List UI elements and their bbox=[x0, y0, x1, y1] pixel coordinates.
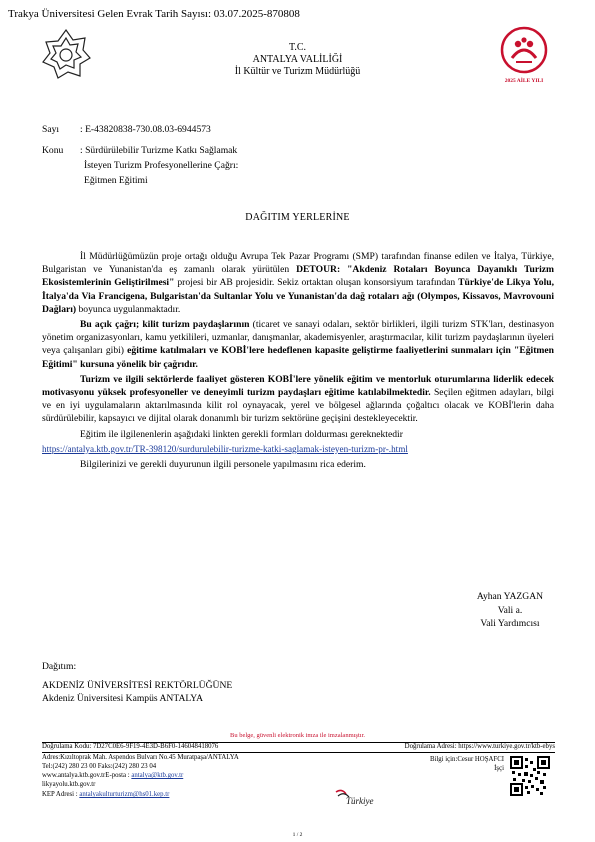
meta-konu-line3: Eğitmen Eğitimi bbox=[84, 175, 148, 186]
p1-text-a: İl Müdürlüğümüzün proje ortağı olduğu Avrupa Tek Pazar Programı (SMP) tarafından finanse edilen ve İtalya, Türkiye, Bulgaristan ve Yunanistan'da eş zamanlı olarak yürütülen bbox=[42, 251, 554, 276]
p2-text-c: eğitime katılmaları ve KOBİ'lere hedeflenen kapasite geliştirme faaliyetlerini sunmaları için "Eğitmen Eğitimi" kursuna yönelik bir çağrıdır. bbox=[42, 345, 554, 370]
info-contact: Bilgi için:Cesur HOŞAFCI bbox=[429, 756, 504, 763]
turkiye-logo-text: Türkiye bbox=[346, 796, 374, 806]
meta-konu-row bbox=[42, 145, 237, 156]
header-directorate: İl Kültür ve Turizm Müdürlüğü bbox=[234, 66, 361, 77]
contact-kep bbox=[42, 791, 169, 800]
distribution-address: Akdeniz Üniversitesi Kampüs ANTALYA bbox=[42, 693, 204, 704]
signature-block bbox=[440, 590, 580, 631]
footer-divider-2 bbox=[42, 752, 555, 753]
p4-text: Eğitim ile ilgilenenlerin aşağıdaki linkten gerekli formları doldurması gereknektedir bbox=[80, 428, 403, 440]
web-text: www.antalya.ktb.gov.trE-posta : bbox=[42, 772, 132, 779]
meta-konu-line1: : Sürdürülebilir Turizme Katkı Sağlamak bbox=[80, 145, 238, 156]
distribution-title: DAĞITIM YERLERİNE bbox=[245, 212, 350, 223]
paragraph-1 bbox=[42, 250, 554, 316]
signer-title2: Vali Yardımcısı bbox=[480, 618, 540, 629]
signer-name: Ayhan YAZGAN bbox=[476, 591, 544, 602]
meta-sayi-label: Sayı bbox=[42, 124, 60, 135]
signer-title1: Vali a. bbox=[497, 604, 523, 616]
p3-text-b: Seçilen eğitmen adayları, bilgi ve en iyi uygulamaların aktarılmasında kilit rol oynayacak, yerel ve bölgesel ağlarında çoğaltıcı olacak ve KOBİ'lerin daha sürdürülebilir, kapsayıcı ve dijital olarak donanımlı bir turizm sektörüne geçişini destekleyecektir. bbox=[42, 387, 554, 425]
meta-sayi-row bbox=[42, 124, 211, 135]
meta-konu-line2: İsteyen Turizm Profesyonellerine Çağrı: bbox=[84, 160, 239, 171]
kep-link[interactable]: antalyakulturturizm@hs01.kep.tr bbox=[79, 791, 170, 798]
p1-routes: Türkiye'de Likya Yolu, İtalya'da Via Francigena, Bulgaristan'da Sultanlar Yolu ve Yunanistan'da dağ rotaları ağı (Olympos, Kissavos, Mavrovouni Dağları) bbox=[42, 277, 554, 315]
paragraph-3 bbox=[42, 373, 554, 426]
header-tc: T.C. bbox=[288, 42, 307, 53]
p2-text-b: (ticaret ve sanayi odaları, sektör birlikleri, ilgili turizm STK'ları, destinasyon yönetim organizasyonları, kamu yetkilileri, uzmanlar, danışmanlar, akademisyenler, araştırmacılar, kilit turizm paydaşlarının üyeleri veya çalışanları gibi) bbox=[42, 319, 554, 357]
paragraph-4 bbox=[42, 428, 554, 441]
distribution-label: Dağıtım: bbox=[42, 661, 77, 672]
distribution-recipient: AKDENİZ ÜNİVERSİTESİ REKTÖRLÜĞÜNE bbox=[42, 680, 233, 691]
form-link[interactable]: https://antalya.ktb.gov.tr/TR-398120/surdurulebilir-turizme-katki-saglamak-isteyen-turizm-pr-.html bbox=[42, 443, 408, 454]
paragraph-2 bbox=[42, 318, 554, 371]
verification-address: Doğrulama Adresi: https://www.turkiye.gov.tr/ktb-ebys bbox=[404, 743, 555, 750]
email-link[interactable]: antalya@ktb.gov.tr bbox=[131, 772, 184, 779]
paragraph-5 bbox=[42, 458, 554, 471]
letter-body bbox=[42, 250, 554, 473]
contact-web2: likyayolu.ktb.gov.tr bbox=[42, 781, 96, 788]
info-role: İşçi bbox=[494, 765, 504, 772]
p3-text-a: Turizm ve ilgili sektörlerde faaliyet gösteren KOBİ'lere yönelik eğitim ve mentorluk oturumlarına liderlik edecek motivasyonu yüksek profesyoneller ve deneyimli turizm paydaşları eğitime katılabilmektedir. bbox=[42, 373, 554, 399]
contact-web-email bbox=[42, 772, 183, 781]
p1-text-c: projesi bir AB projesidir. Sekiz ortaktan oluşan konsorsiyum tarafından bbox=[174, 277, 459, 289]
paragraph-link bbox=[42, 443, 554, 456]
contact-phone: Tel:(242) 280 23 00 Faks:(242) 280 23 04 bbox=[42, 763, 157, 770]
meta-konu-label: Konu bbox=[42, 145, 64, 156]
kep-label: KEP Adresi : bbox=[42, 791, 80, 798]
p1-project-name: DETOUR: "Akdeniz Rotaları Boyunca Dayanıklı Turizm Ekosistemlerinin Geliştirilmesi" bbox=[42, 264, 554, 289]
p2-text-a: Bu açık çağrı; kilit turizm paydaşlarının bbox=[80, 319, 250, 331]
meta-sayi-value: : E-43820838-730.08.03-6944573 bbox=[80, 124, 211, 135]
page-number: 1 / 2 bbox=[292, 832, 303, 838]
incoming-document-stamp: Trakya Üniversitesi Gelen Evrak Tarih Sayısı: 03.07.2025-870808 bbox=[8, 8, 300, 20]
contact-address: Adres:Kızıltoprak Mah. Aspendos Bulvarı No.45 Muratpaşa/ANTALYA bbox=[42, 754, 239, 761]
e-signature-note: Bu belge, güvenli elektronik imza ile imzalanmıştır. bbox=[229, 732, 366, 739]
verification-code: Doğrulama Kodu: 7D27C0E6-9F19-4E3D-B6F0-146048418076 bbox=[42, 743, 219, 750]
p1-text-e: boyunca uygulanmaktadır. bbox=[76, 303, 181, 315]
header-governorship: ANTALYA VALİLİĞİ bbox=[252, 54, 343, 65]
family-year-label: 2025 AİLE YILI bbox=[504, 78, 544, 84]
p5-text: Bilgilerinizi ve gerekli duyurunun ilgili personele yapılmasını rica ederim. bbox=[80, 459, 366, 471]
turkiye-brand-logo-icon bbox=[332, 786, 380, 808]
qr-code-icon[interactable] bbox=[510, 756, 550, 796]
distribution-list bbox=[42, 660, 232, 705]
